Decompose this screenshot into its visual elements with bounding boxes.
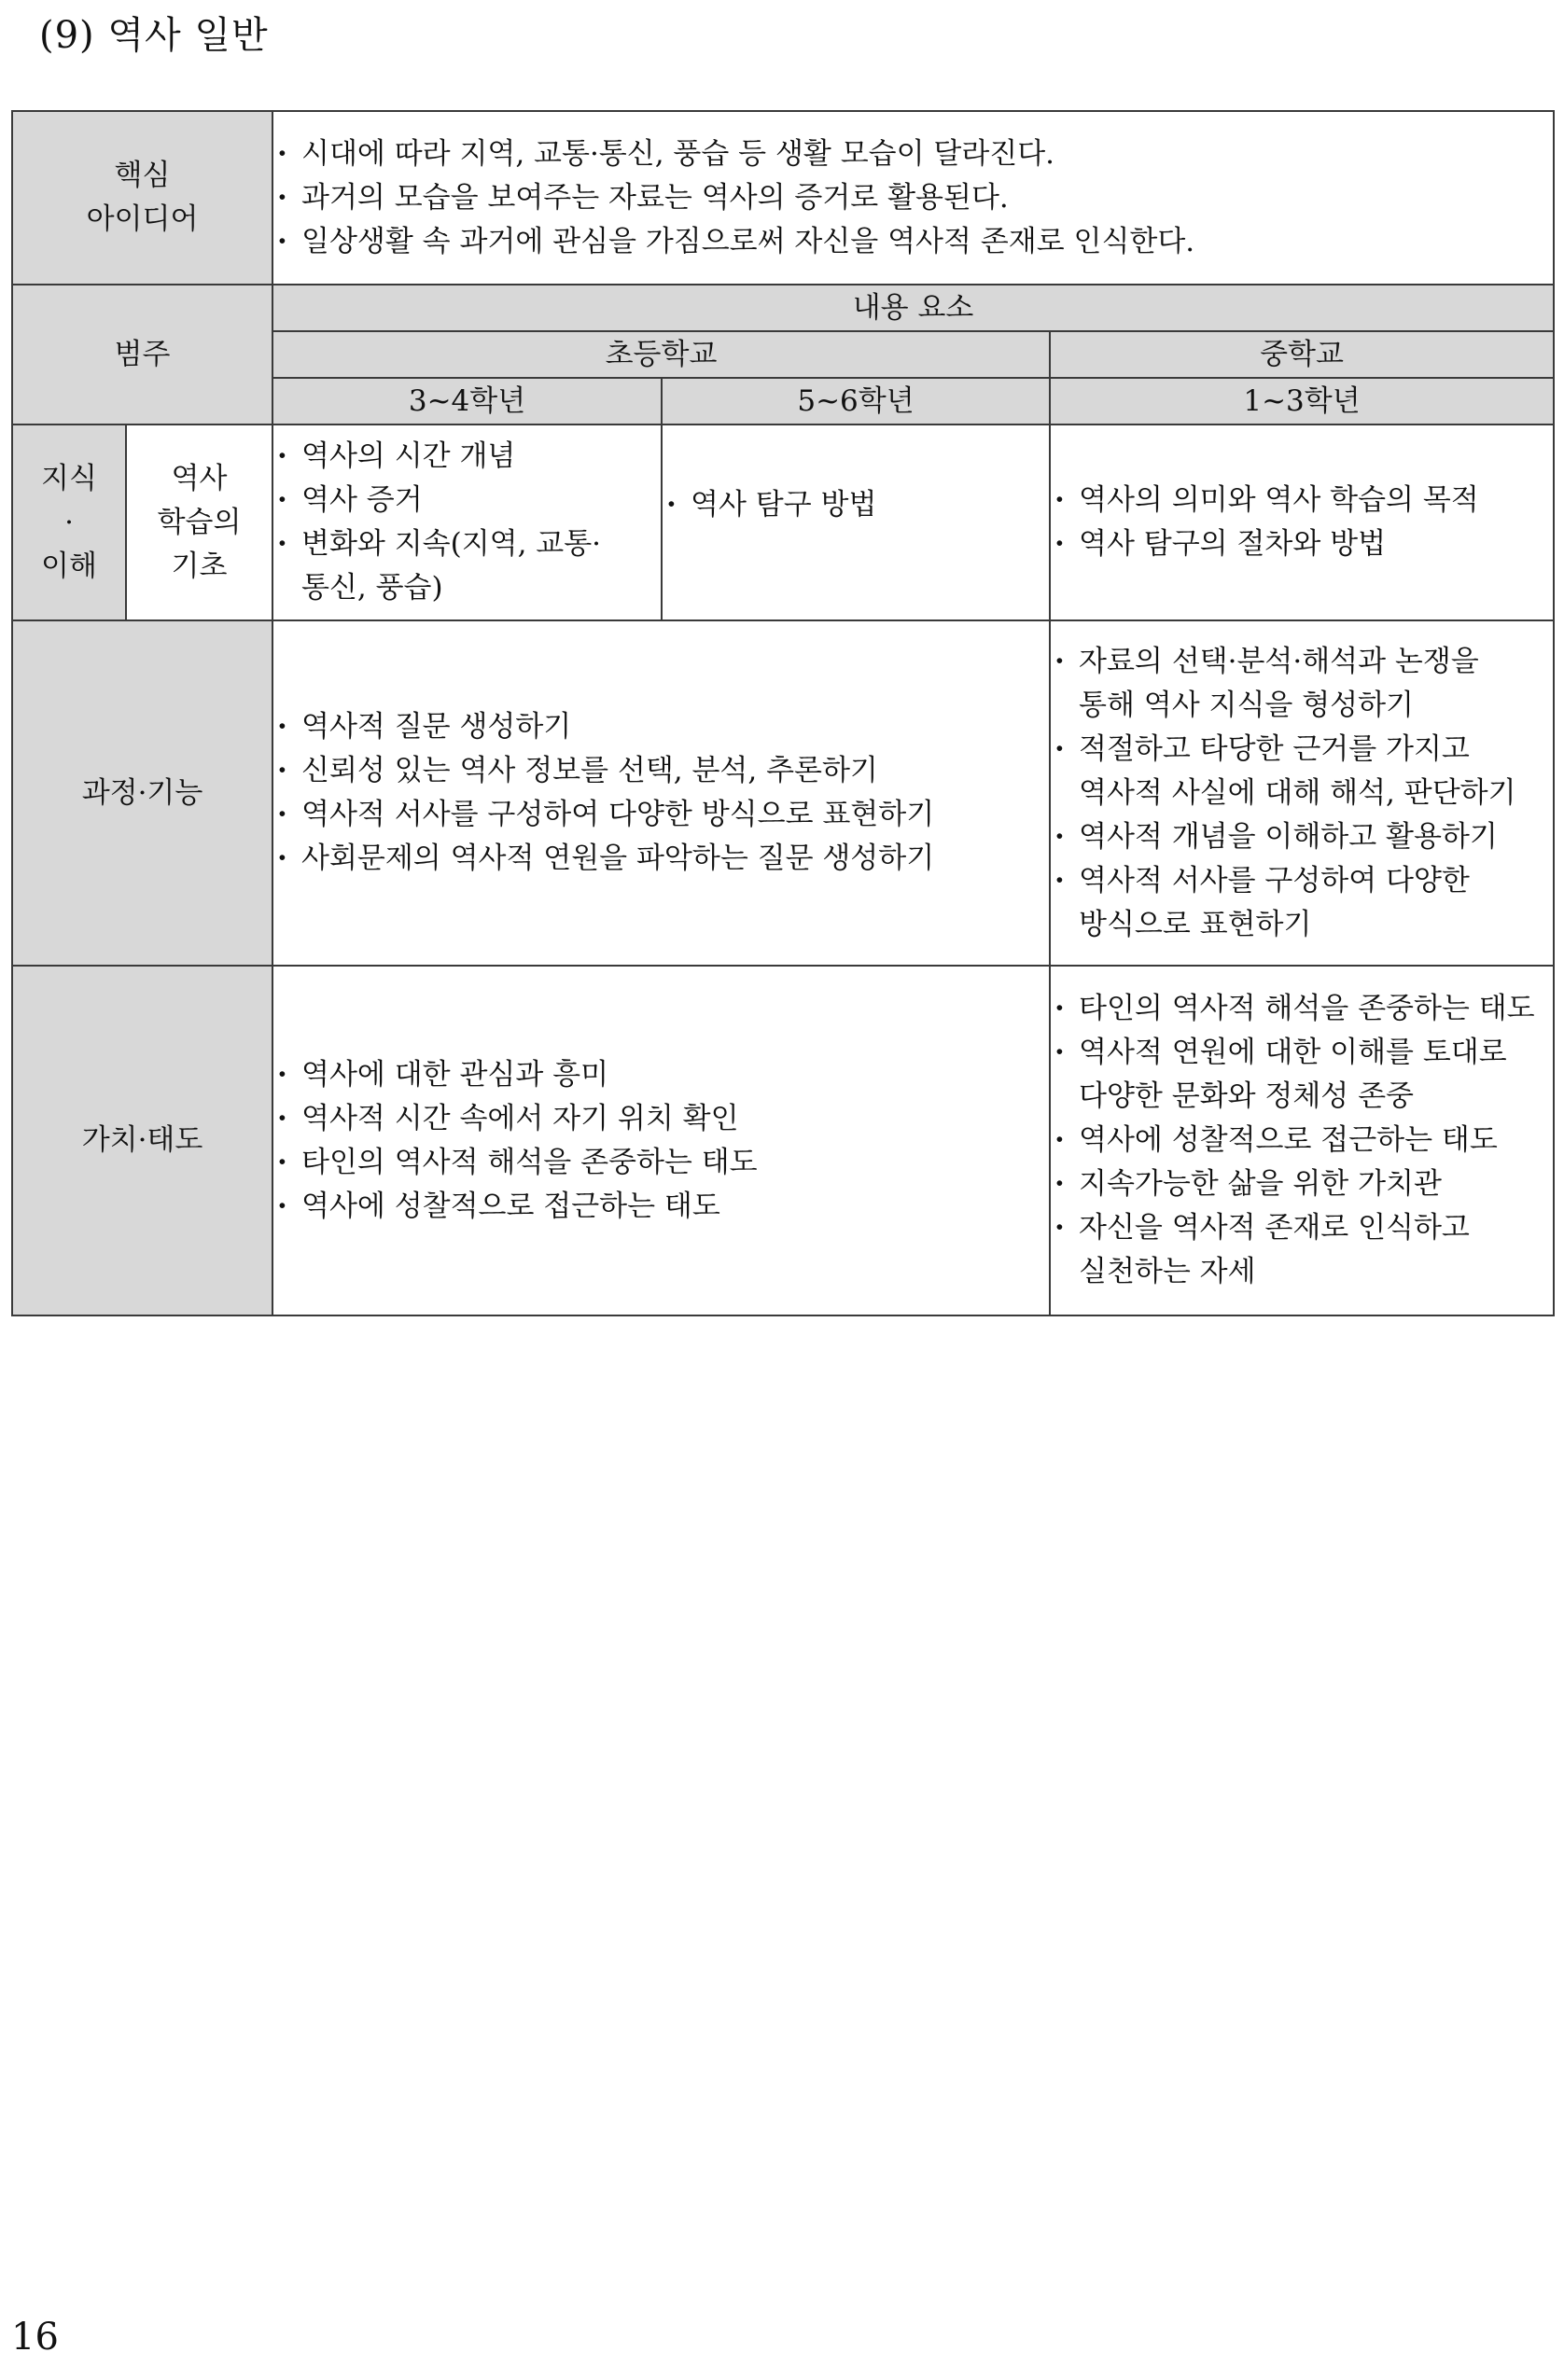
list-item: · 변화와 지속(지역, 교통· 통신, 풍습) (273, 522, 661, 610)
list-item: · 사회문제의 역사적 연원을 파악하는 질문 생성하기 (273, 837, 1049, 881)
process-label: 과정·기능 (12, 620, 272, 966)
list-item: · 역사적 연원에 대한 이해를 토대로 다양한 문화와 정체성 존중 (1051, 1031, 1553, 1119)
list-item: · 자료의 선택·분석·해석과 논쟁을 통해 역사 지식을 형성하기 (1051, 640, 1553, 728)
list-item: · 역사적 시간 속에서 자기 위치 확인 (273, 1097, 1049, 1141)
section-title: (9) 역사 일반 (39, 14, 269, 57)
list-item: · 역사적 개념을 이해하고 활용하기 (1051, 815, 1553, 859)
category-header: 범주 (12, 285, 272, 425)
values-label: 가치·태도 (12, 966, 272, 1315)
knowledge-label: 지식 · 이해 (12, 425, 126, 620)
core-idea-label: 핵심 아이디어 (12, 111, 272, 285)
curriculum-table (11, 110, 1555, 1316)
header-row-1 (12, 285, 1554, 331)
list-item: · 지속가능한 삶을 위한 가치관 (1051, 1162, 1553, 1206)
list-item: · 역사적 서사를 구성하여 다양한 방식으로 표현하기 (273, 793, 1049, 837)
list-item: · 타인의 역사적 해석을 존중하는 태도 (273, 1141, 1049, 1185)
knowledge-sub-label: 역사 학습의 기초 (126, 425, 272, 620)
knowledge-row (12, 425, 1554, 620)
list-item: · 역사적 서사를 구성하여 다양한 방식으로 표현하기 (1051, 859, 1553, 947)
list-item: · 일상생활 속 과거에 관심을 가짐으로써 자신을 역사적 존재로 인식한다. (273, 220, 1553, 264)
list-item: · 역사 탐구 방법 (663, 483, 1049, 527)
core-idea-list (272, 111, 1554, 285)
knowledge-middle (1050, 425, 1554, 620)
middle-school-header: 중학교 (1050, 331, 1554, 378)
process-row (12, 620, 1554, 966)
list-item: · 과거의 모습을 보여주는 자료는 역사의 증거로 활용된다. (273, 176, 1553, 220)
list-item: · 역사의 의미와 역사 학습의 목적 (1051, 479, 1553, 522)
elementary-header: 초등학교 (272, 331, 1050, 378)
list-item: · 역사에 대한 관심과 흥미 (273, 1053, 1049, 1097)
list-item: · 자신을 역사적 존재로 인식하고 실천하는 자세 (1051, 1206, 1553, 1294)
list-item: · 타인의 역사적 해석을 존중하는 태도 (1051, 987, 1553, 1031)
grade-3-4-header: 3~4학년 (272, 378, 662, 425)
content-elements-header: 내용 요소 (272, 285, 1554, 331)
values-elementary (272, 966, 1050, 1315)
process-middle (1050, 620, 1554, 966)
list-item: · 역사 탐구의 절차와 방법 (1051, 522, 1553, 566)
values-row (12, 966, 1554, 1315)
core-idea-row (12, 111, 1554, 285)
grade-5-6-header: 5~6학년 (662, 378, 1050, 425)
list-item: · 시대에 따라 지역, 교통·통신, 풍습 등 생활 모습이 달라진다. (273, 132, 1553, 176)
knowledge-grade-5-6 (662, 425, 1050, 620)
list-item: · 신뢰성 있는 역사 정보를 선택, 분석, 추론하기 (273, 749, 1049, 793)
list-item: · 적절하고 타당한 근거를 가지고 역사적 사실에 대해 해석, 판단하기 (1051, 728, 1553, 815)
list-item: · 역사의 시간 개념 (273, 435, 661, 479)
list-item: · 역사에 성찰적으로 접근하는 태도 (273, 1185, 1049, 1229)
list-item: · 역사 증거 (273, 479, 661, 522)
list-item: · 역사적 질문 생성하기 (273, 705, 1049, 749)
page-number: 16 (11, 2316, 59, 2359)
knowledge-grade-3-4 (272, 425, 662, 620)
process-elementary (272, 620, 1050, 966)
grade-1-3-header: 1~3학년 (1050, 378, 1554, 425)
list-item: · 역사에 성찰적으로 접근하는 태도 (1051, 1119, 1553, 1162)
values-middle (1050, 966, 1554, 1315)
